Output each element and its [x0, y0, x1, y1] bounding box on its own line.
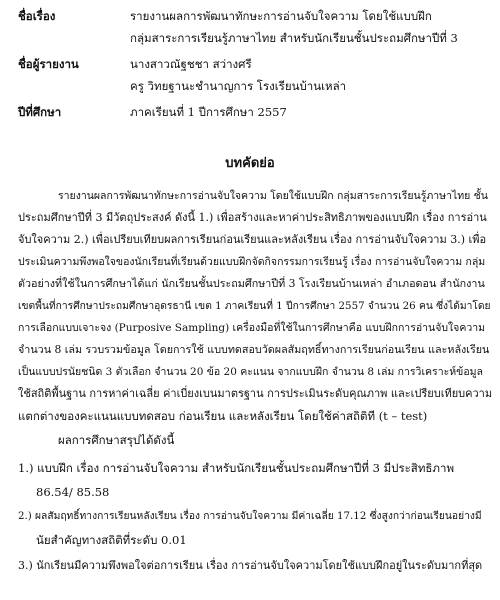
abstract-line-1: รายงานผลการพัฒนาทักษะการอ่านจับใจความ โดยใช้แบบฝึก กลุ่มสาระการเรียนรู้ภาษาไทย ชั้น: [58, 190, 488, 202]
title-value-line-1: รายงานผลการพัฒนาทักษะการอ่านจับใจความ โดยใช้แบบฝึก: [130, 9, 432, 23]
abstract-line-6: เขตพื้นที่การศึกษาประถมศึกษาอุดรธานี เขต 1 ภาคเรียนที่ 1 ปีการศึกษา 2557 จำนวน 26 คน ซึ่งได้มาโดย: [18, 300, 491, 312]
author-position: ครู วิทยฐานะชำนาญการ โรงเรียนบ้านเหล่า: [130, 79, 347, 93]
abstract-line-10: ใช้สถิติพื้นฐาน การหาค่าเฉลี่ย ค่าเบี่ยงเบนมาตรฐาน การประเมินระดับคุณภาพ และเปรียบเทียบความ: [18, 387, 493, 400]
author-name: นางสาวณัฐชชา สว่างศรี: [130, 57, 252, 71]
result-item-2: 2.) ผลสัมฤทธิ์ทางการเรียนหลังเรียน เรื่อง การอ่านจับใจความ มีค่าเฉลี่ย 17.12 ซึ่งสูงกว่าก่อนเรียนอย่างมี: [18, 510, 482, 522]
summary-heading: ผลการศึกษาสรุปได้ดังนี้: [58, 433, 175, 447]
abstract-title: บทคัดย่อ: [225, 156, 275, 171]
abstract-line-4: ประเมินความพึงพอใจของนักเรียนที่เรียนด้วยแบบฝึกจัดกิจกรรมการเรียนรู้ เรื่อง การอ่านจับใจความ กลุ่ม: [18, 256, 486, 268]
abstract-line-5: ตัวอย่างที่ใช้ในการศึกษาได้แก่ นักเรียนชั้นประถมศึกษาปีที่ 3 โรงเรียนบ้านเหล่า อำเภอดอน สำนักงาน: [18, 277, 485, 290]
study-year-label: ปีที่ศึกษา: [18, 105, 62, 119]
title-label: ชื่อเรื่อง: [18, 9, 56, 23]
result-item-3: 3.) นักเรียนมีความพึงพอใจต่อการเรียน เรื่อง การอ่านจับใจความโดยใช้แบบฝึกอยู่ในระดับมากที่สุด: [18, 559, 483, 572]
result-item-1: 1.) แบบฝึก เรื่อง การอ่านจับใจความ สำหรับนักเรียนชั้นประถมศึกษาปีที่ 3 มีประสิทธิภาพ: [18, 461, 455, 475]
abstract-line-2: ประถมศึกษาปีที่ 3 มีวัตถุประสงค์ ดังนี้ 1.) เพื่อสร้างและหาค่าประสิทธิภาพของแบบฝึก เรื่อง การอ่าน: [18, 211, 487, 224]
result-item-2-cont: นัยสำคัญทางสถิติที่ระดับ 0.01: [36, 533, 187, 547]
abstract-line-11: แตกต่างของคะแนนแบบทดสอบ ก่อนเรียน และหลังเรียน โดยใช้ค่าสถิติที (t – test): [18, 409, 428, 423]
abstract-line-3: จับใจความ 2.) เพื่อเปรียบเทียบผลการเรียนก่อนเรียนและหลังเรียน เรื่อง การอ่านจับใจความ 3.) เพื่อ: [18, 233, 487, 246]
result-item-1-cont: 86.54/ 85.58: [36, 485, 110, 499]
abstract-line-9: เป็นแบบปรนัยชนิด 3 ตัวเลือก จำนวน 20 ข้อ 20 คะแนน จากแบบฝึก จำนวน 8 เล่ม การวิเคราะห์ข้อมูล: [18, 366, 483, 378]
abstract-line-8: จำนวน 8 เล่ม รวบรวมข้อมูล โดยการใช้ แบบทดสอบวัดผลสัมฤทธิ์ทางการเรียนก่อนเรียน และหลังเรียน: [18, 343, 490, 356]
title-value-line-2: กลุ่มสาระการเรียนรู้ภาษาไทย สำหรับนักเรียนชั้นประถมศึกษาปีที่ 3: [130, 31, 458, 45]
abstract-line-7: การเลือกแบบเจาะจง (Purposive Sampling) เครื่องมือที่ใช้ในการศึกษาคือ แบบฝึกการอ่านจับใจความ: [18, 322, 486, 334]
study-year-value: ภาคเรียนที่ 1 ปีการศึกษา 2557: [130, 105, 287, 119]
author-label: ชื่อผู้รายงาน: [18, 57, 79, 71]
